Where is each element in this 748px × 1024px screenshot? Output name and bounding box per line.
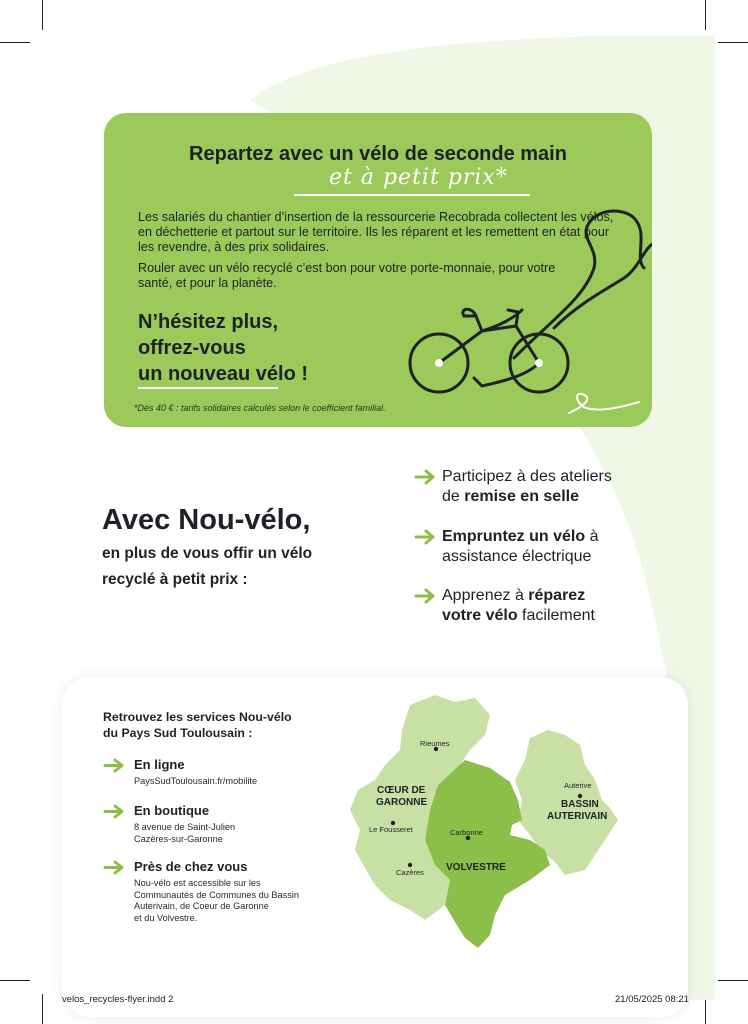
- cta-line: offrez-vous: [138, 337, 246, 359]
- region-label: VOLVESTRE: [446, 862, 506, 873]
- detail-line: 8 avenue de Saint-Julien: [134, 822, 236, 832]
- region-label: BASSIN: [561, 799, 599, 810]
- service-nearby: [103, 859, 343, 929]
- benefit-line: assistance électrique: [442, 548, 592, 565]
- service-label: Près de chez vous: [134, 859, 248, 874]
- footer-filename: velos_recycles-flyer.indd 2: [62, 994, 174, 1005]
- benefit-item: [414, 586, 714, 628]
- region-label: GARONNE: [376, 797, 428, 808]
- arrow-right-icon: [103, 804, 125, 819]
- town-label: Carbonne: [450, 828, 483, 837]
- card-cta: [138, 309, 308, 387]
- benefit-bold: réparez: [528, 587, 586, 604]
- arrow-right-icon: [103, 758, 125, 773]
- services-title-line: Retrouvez les services Nou-vélo: [103, 710, 292, 724]
- region-label: AUTERIVAIN: [547, 811, 608, 822]
- service-detail: [134, 878, 344, 924]
- benefit-bold: remise en selle: [464, 488, 579, 505]
- arrow-right-icon: [103, 860, 125, 875]
- town-label: Le Fousseret: [369, 825, 413, 834]
- benefit-line: Participez à des ateliers: [442, 468, 612, 485]
- service-label: En boutique: [134, 803, 210, 818]
- card-subtitle: et à petit prix*: [329, 165, 508, 190]
- card-paragraph-2: Rouler avec un vélo recyclé c’est bon pour votre porte-monnaie, pour votre santé, et pour la planète.: [138, 261, 556, 290]
- footer-date: 21/05/2025 08:21: [615, 994, 689, 1005]
- benefit-bold: Empruntez un vélo: [442, 528, 586, 545]
- benefit-text: [442, 527, 722, 567]
- detail-line: Communautés de Communes du Bassin: [134, 889, 299, 900]
- town-dot: [578, 794, 582, 798]
- benefit-plain: Apprenez à: [442, 587, 529, 604]
- town-label: Auterive: [564, 781, 592, 790]
- cta-line: N’hésitez plus,: [138, 311, 279, 333]
- subtitle-line: en plus de vous offir un vélo: [102, 545, 313, 562]
- arrow-right-icon: [414, 469, 436, 485]
- offer-card: [104, 113, 652, 427]
- benefit-text: [442, 586, 722, 626]
- territory-map: [340, 690, 640, 955]
- benefit-item: [414, 467, 714, 509]
- card-paragraph-1: Les salariés du chantier d’insertion de la ressourcerie Recobrada collectent les vélos, en déchetterie et partout sur le territoire. Ils les réparent et les remettent en état pour les revendre, à des prix solidaires.: [138, 210, 614, 254]
- cta-line: un nouveau vélo !: [138, 363, 309, 385]
- card-footnote: *Dès 40 € : tarifs solidaires calculés selon le coefficient familial.: [134, 403, 386, 413]
- detail-line: Cazères-sur-Garonne: [134, 833, 223, 844]
- benefit-plain: de: [442, 488, 465, 505]
- benefit-plain: à: [585, 528, 599, 545]
- service-online: [103, 757, 343, 793]
- benefit-line: [442, 586, 722, 606]
- town-label: Cazères: [396, 868, 424, 877]
- benefit-item: [414, 527, 714, 569]
- benefit-text: [442, 467, 722, 507]
- detail-line: et du Volvestre.: [134, 912, 198, 923]
- benefit-line: [442, 606, 722, 626]
- benefit-line: [442, 487, 722, 507]
- service-link[interactable]: PaysSudToulousain.fr/mobilite: [134, 776, 258, 786]
- service-shop: [103, 803, 343, 849]
- town-label: Rieumes: [420, 739, 450, 748]
- cta-underline: [138, 387, 278, 389]
- service-label: En ligne: [134, 757, 185, 772]
- benefit-line: [442, 527, 722, 547]
- benefit-plain: facilement: [517, 607, 595, 624]
- services-title: [103, 709, 292, 741]
- subtitle-underline: [294, 194, 530, 196]
- section-title: Avec Nou-vélo,: [102, 504, 311, 536]
- benefit-bold: votre vélo: [442, 607, 518, 624]
- bicycle-icon: [404, 208, 652, 423]
- detail-line: Auterivain, de Coeur de Garonne: [134, 901, 269, 911]
- arrow-right-icon: [414, 588, 436, 604]
- services-title-line: du Pays Sud Toulousain :: [103, 726, 253, 740]
- arrow-right-icon: [414, 529, 436, 545]
- detail-line: Nou-vélo est accessible sur les: [134, 878, 261, 888]
- subtitle-line: recyclé à petit prix :: [102, 571, 248, 588]
- section-subtitle: [102, 541, 312, 593]
- service-detail: [134, 822, 344, 845]
- card-title: Repartez avec un vélo de seconde main: [189, 143, 567, 165]
- region-label: CŒUR DE: [377, 785, 426, 796]
- town-dot: [408, 863, 412, 867]
